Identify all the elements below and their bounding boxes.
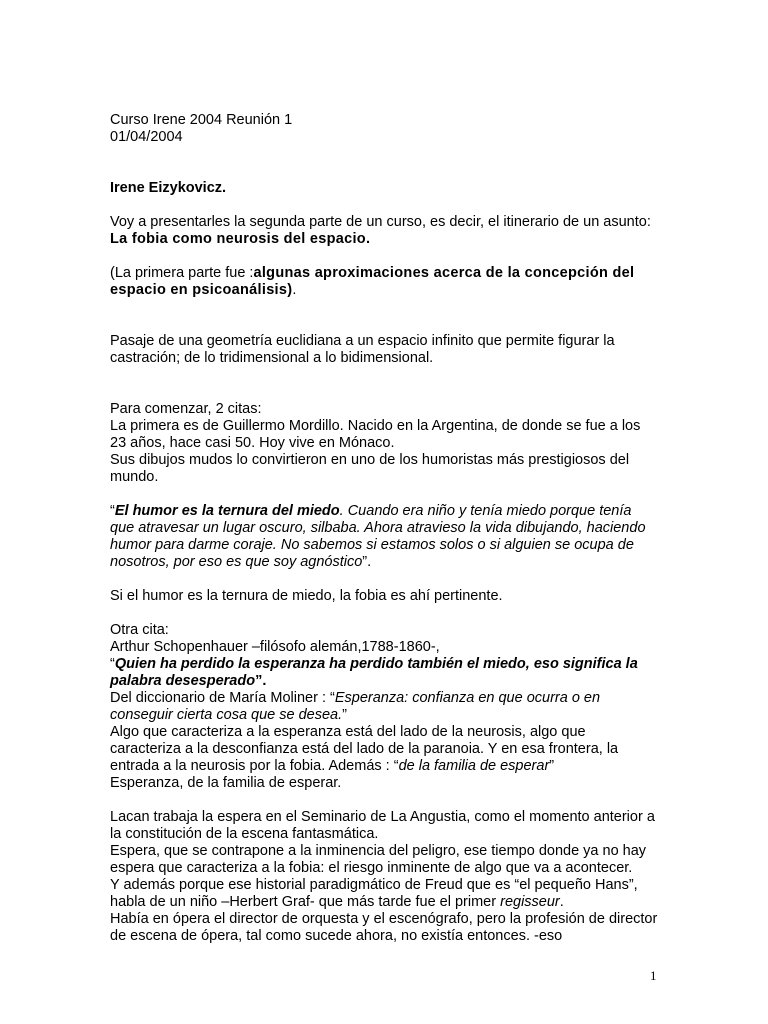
page-number: 1 (650, 968, 657, 983)
neurosis-italic: de la familia de esperar (398, 758, 550, 774)
first-part-title: algunas aproximaciones acerca de la concepción del espacio en psicoanálisis) (110, 265, 635, 298)
quote-open: “ (110, 503, 115, 519)
quote-italic: . Cuando era niño y tenía miedo porque tenía que atravesar un lugar oscuro, silbaba. Ahora atravieso la vida dibujando, haciendo humor para darme coraje. No sabemos si estamos solos o si alguien se ocupa de nosotros, por eso es que soy agnóstico (110, 503, 646, 570)
opera-paragraph: Había en ópera el director de orquesta y el escenógrafo, pero la profesión de director de escena de ópera, tal como sucede ahora, no existía entonces. -eso (110, 911, 658, 944)
course-date: 01/04/2004 (110, 129, 183, 145)
hans-paragraph (110, 877, 658, 911)
author-name: Irene Eizykovicz. (110, 180, 227, 196)
first-part-close: . (292, 282, 297, 298)
lacan-paragraph: Lacan trabaja la espera en el Seminario de La Angustia, como el momento anterior a la constitución de la escena fantasmática. (110, 809, 655, 842)
intro-topic: La fobia como neurosis del espacio. (110, 231, 371, 247)
document-body (110, 112, 658, 945)
regisseur-word: regisseur (500, 894, 560, 910)
schopenhauer-line: Arthur Schopenhauer –filósofo alemán,1788-1860-, (110, 639, 440, 655)
paragraph-geometry: Pasaje de una geometría euclidiana a un espacio infinito que permite figurar la castración; de lo tridimensional a lo bidimensional. (110, 333, 615, 366)
paragraph-neurosis (110, 724, 658, 775)
paragraph-first-part (110, 265, 658, 299)
espera-paragraph: Espera, que se contrapone a la inminencia del peligro, ese tiempo donde ya no hay espera que caracteriza a la fobia: el riesgo inminente de algo que va a acontecer. (110, 843, 647, 876)
mordillo-drawings: Sus dibujos mudos lo convirtieron en uno de los humoristas más prestigiosos del mundo. (110, 452, 630, 485)
mordillo-bio: La primera es de Guillermo Mordillo. Nacido en la Argentina, de donde se fue a los 23 años, hace casi 50. Hoy vive en Mónaco. (110, 418, 641, 451)
moliner-definition (110, 690, 658, 724)
hans-post: . (559, 894, 564, 910)
neurosis-text: Algo que caracteriza a la esperanza está del lado de la neurosis, algo que caracteriza a la desconfianza está del lado de la paranoia. Y en esa frontera, la entrada a la neurosis por la fobia. Además : “ (110, 724, 619, 774)
neurosis-post: ” (549, 758, 555, 774)
paragraph-intro (110, 214, 658, 248)
quote-open: “ (110, 656, 115, 672)
citations-intro: Para comenzar, 2 citas: (110, 401, 262, 417)
quote-bold: El humor es la ternura del miedo (114, 503, 340, 519)
first-part-open: (La primera parte fue : (110, 265, 254, 281)
schopenhauer-quote (110, 656, 658, 690)
course-title: Curso Irene 2004 Reunión 1 (110, 112, 293, 128)
moliner-pre: Del diccionario de María Moliner : “ (110, 690, 335, 706)
quote-close: ”. (255, 673, 267, 689)
moliner-post: ” (342, 707, 347, 723)
paragraph-humor: Si el humor es la ternura de miedo, la fobia es ahí pertinente. (110, 588, 503, 604)
esperanza-line: Esperanza, de la familia de esperar. (110, 775, 342, 791)
schopenhauer-quote-text: Quien ha perdido la esperanza ha perdido también el miedo, eso significa la palabra desesperado (110, 656, 638, 689)
intro-text: Voy a presentarles la segunda parte de un curso, es decir, el itinerario de un asunto: (110, 214, 651, 230)
quote-close: ”. (362, 554, 372, 570)
second-quote-intro: Otra cita: (110, 622, 169, 638)
mordillo-quote (110, 503, 658, 571)
hans-text: Y además porque ese historial paradigmático de Freud que es “el pequeño Hans”, habla de un niño –Herbert Graf- que más tarde fue el primer (110, 877, 638, 910)
moliner-definition-text: Esperanza: confianza en que ocurra o en conseguir cierta cosa que se desea. (110, 690, 601, 723)
